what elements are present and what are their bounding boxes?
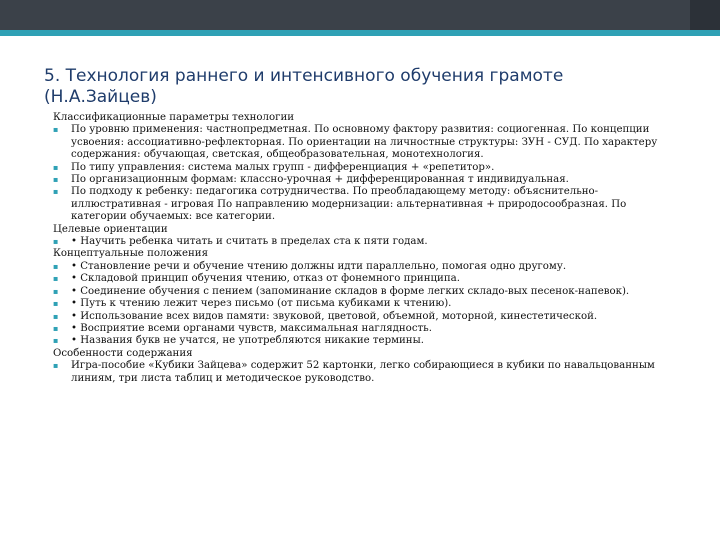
bullet-icon: ▪ — [53, 323, 59, 333]
bullet-icon: ▪ — [53, 361, 59, 371]
bullet-text: • Складовой принцип обучения чтению, отказ от фонемного принципа. — [71, 273, 460, 285]
bullet-item — [53, 273, 679, 285]
bullet-item — [53, 186, 679, 223]
bullet-text: По типу управления: система малых групп - дифференциация + «репетитор». — [71, 161, 495, 173]
bullet-text: • Научить ребенка читать и считать в пределах ста к пяти годам. — [71, 236, 428, 248]
bullet-icon: ▪ — [53, 125, 59, 135]
bullet-item — [53, 124, 679, 161]
bullet-text: По уровню применения: частнопредметная. По основному фактору развития: социогенная. По концепции усвоения: ассоциативно-рефлекторная. По ориентации на личностные структуры: ЗУН - СУД. По характеру содержания: обучающая, светская, общеобразовательная, монотехнология. — [71, 124, 658, 161]
bullet-item — [53, 286, 679, 298]
section-heading-classification: Классификационные параметры технологии — [53, 112, 295, 123]
bullet-text: • Восприятие всеми органами чувств, максимальная наглядность. — [71, 322, 432, 334]
slide-title-line-2: (Н.А.Зайцев) — [44, 87, 157, 107]
bullet-icon: ▪ — [53, 299, 59, 309]
bullet-icon: ▪ — [53, 261, 59, 271]
bullet-icon: ▪ — [53, 187, 59, 197]
bullet-text: • Становление речи и обучение чтению должны идти параллельно, помогая одно другому. — [71, 260, 567, 272]
bullet-item — [53, 261, 679, 273]
bullet-text: • Соединение обучения с пением (запоминание складов в форме легких складо-вых песенок-напевок). — [71, 285, 630, 297]
bullet-text: По организационным формам: классно-урочная + дифференцированная т индивидуальная. — [71, 174, 569, 186]
bullet-item — [53, 162, 679, 174]
bullet-icon: ▪ — [53, 336, 59, 346]
top-accent-stripe — [0, 30, 720, 36]
bullet-text: Игра-пособие «Кубики Зайцева» содержит 52 картонки, легко собирающиеся в кубики по навальцованным линиям, три листа таблиц и методическое руководство. — [71, 360, 655, 384]
bullet-icon: ▪ — [53, 175, 59, 185]
bullet-icon: ▪ — [53, 311, 59, 321]
section-heading-content: Особенности содержания — [53, 347, 193, 359]
bullet-icon: ▪ — [53, 162, 59, 172]
bullet-item — [53, 335, 679, 347]
top-bar-corner — [690, 0, 720, 30]
bullet-icon: ▪ — [53, 286, 59, 296]
bullet-item — [53, 236, 679, 248]
bullet-text: • Путь к чтению лежит через письмо (от письма кубиками к чтению). — [71, 298, 452, 310]
slide-title-line-1: 5. Технология раннего и интенсивного обучения грамоте — [44, 66, 564, 86]
section-heading-goals: Целевые ориентации — [53, 223, 168, 235]
bullet-item — [53, 323, 679, 335]
bullet-icon: ▪ — [53, 274, 59, 284]
bullet-icon: ▪ — [53, 237, 59, 247]
bullet-item — [53, 311, 679, 323]
bullet-item — [53, 298, 679, 310]
bullet-text: • Использование всех видов памяти: звуковой, цветовой, объемной, моторной, кинестетической. — [71, 310, 598, 322]
bullet-item — [53, 360, 679, 385]
bullet-text: По подходу к ребенку: педагогика сотрудничества. По преобладающему методу: объяснительно-иллюстративная - игровая По направлению модернизации: альтернативная + природосообразная. По категории обучаемых: все категории. — [71, 186, 627, 223]
bullet-text: • Названия букв не учатся, не употребляются никакие термины. — [71, 335, 424, 347]
section-heading-concepts: Концептуальные положения — [53, 248, 209, 260]
bullet-item — [53, 174, 679, 186]
top-bar — [0, 0, 720, 30]
slide-title — [44, 66, 684, 108]
slide-body — [53, 112, 679, 385]
